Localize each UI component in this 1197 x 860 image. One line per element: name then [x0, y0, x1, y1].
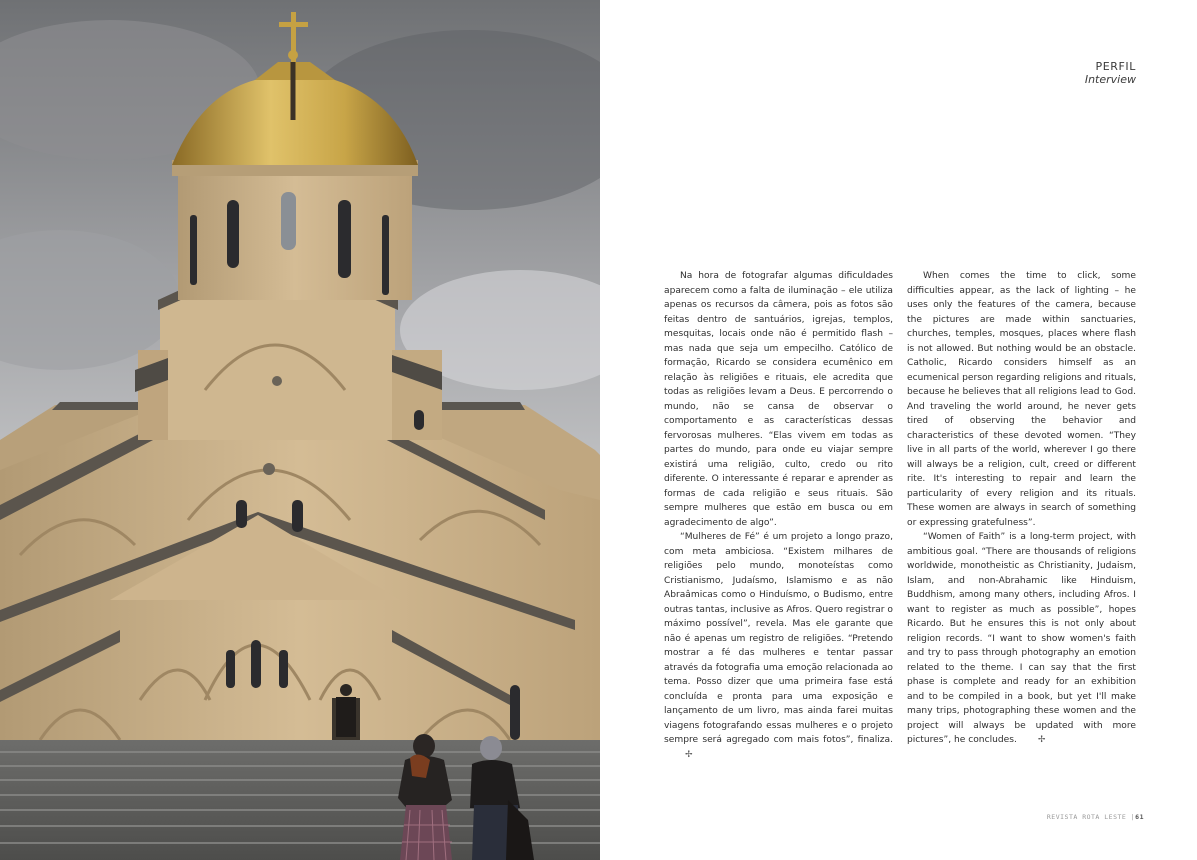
paragraph	[907, 530, 1136, 748]
paragraph: When comes the time to click, some difficulties appear, as the lack of lighting – he uses only the features of the camera, because the pictures are made within sanctuaries, churches, temples, mosques, places where flash is not allowed. But nothing would be an obstacle. Catholic, Ricardo considers himself as an ecumenical person regarding religions and rituals, because he believes that all religions lead to God. And traveling the world around, he never gets tired of observing the behavior and characteristics of these devoted women. “They live in all parts of the world, wherever I go there will always be a religion, cult, creed or different rite. It's interesting to repair and learn the particularity of every religion and its rituals. These women are always in search of something or expressing gratefulness”.	[907, 271, 1136, 528]
section-header	[1085, 60, 1136, 86]
page-number: 61	[1135, 813, 1144, 821]
end-mark-icon: ✢	[685, 749, 693, 760]
magazine-name: REVISTA ROTA LESTE	[1046, 813, 1127, 821]
section-kicker: PERFIL	[1095, 60, 1136, 73]
paragraph-text: “Women of Faith” is a long-term project, with ambitious goal. “There are thousands of religions worldwide, monotheistic as Christianity, Judaism, Islam, and non-Abrahamic like Hinduism, Buddhism, among many others, including Afros. I want to register as much as possible”, hopes Ricardo. But he ensures this is not only about religion records. “I want to show women's faith and try to pass through photography an emotion related to the theme. I can say that the first phase is complete and ready for an exhibition and to be compiled in a book, but yet I'll make many trips, photographing these women and the project will always be updated with more pictures”, he concludes.	[907, 532, 1136, 745]
paragraph-text: “Mulheres de Fé” é um projeto a longo prazo, com meta ambiciosa. “Existem milhares de religiões pelo mundo, monoteístas como Cristianismo, Judaísmo, Islamismo e as não Abraâmicas como o Hinduísmo, o Budismo, entre outras tantas, inclusive as Afros. Quero registrar o máximo possível”, revela. Mas ele garante que não é apenas um registro de religiões. “Pretendo mostrar a fé das mulheres e tentar passar através da fotografia uma emoção relacionada ao tema. Posso dizer que uma primeira fase está concluída e pronta para uma exposição e lançamento de um livro, mas ainda farei muitas viagens fotografando essas mulheres e o projeto sempre será agregado com mais fotos”, finaliza.	[664, 532, 893, 745]
section-subtitle: Interview	[1084, 73, 1136, 86]
end-mark-icon: ✢	[1037, 735, 1046, 745]
page-folio: REVISTA ROTA LESTE |61	[1046, 813, 1144, 821]
paragraph: Na hora de fotografar algumas dificuldades aparecem como a falta de iluminação – ele utiliza apenas os recursos da câmera, pois as fotos são feitas dentro de santuários, igrejas, templos, mesquitas, locais onde não é permitido flash – mas nada que seja um empecilho. Católico de formação, Ricardo se considera ecumênico em relação às religiões e rituais, ele acredita que todas as religiões levam a Deus. E percorrendo o mundo, não se cansa de observar o comportamento e as características dessas fervorosas mulheres. “Elas vivem em todas as partes do mundo, para onde eu viajar sempre existirá uma religião, culto, credo ou rito diferente. O interessante é reparar e aprender as formas de cada religião e seus rituais. São sempre mulheres que estão em busca ou em agradecimento de algo”.	[664, 271, 893, 528]
article-column-english	[907, 269, 1136, 748]
paragraph	[664, 530, 893, 762]
article-column-portuguese	[664, 269, 893, 762]
